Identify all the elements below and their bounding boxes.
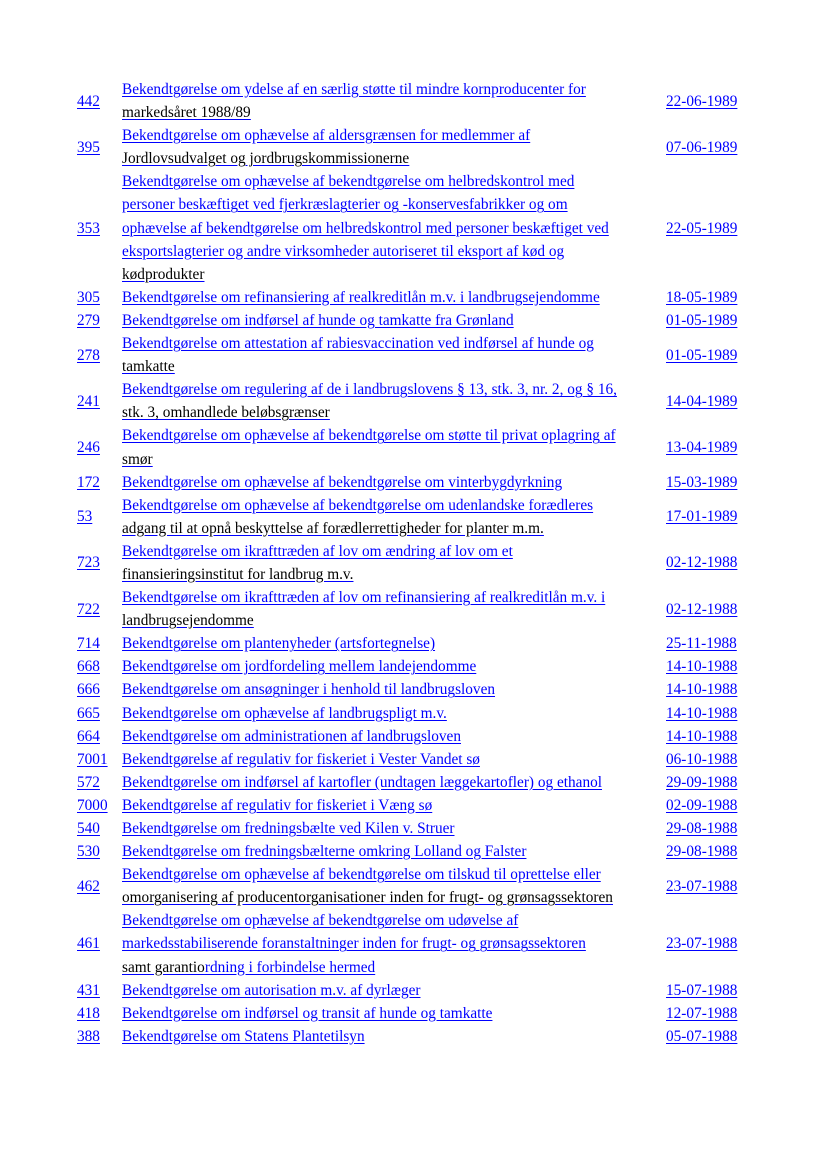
title-cell [122, 794, 666, 817]
date-cell [666, 771, 749, 794]
title-cell [122, 586, 666, 632]
table-row [77, 1002, 749, 1025]
number-cell [77, 863, 122, 909]
number-cell [77, 378, 122, 424]
title-text: Bekendtgørelse om ydelse af en særlig støtte til mindre kornproducenter for [122, 81, 586, 98]
regulation-number-link[interactable]: 714 [77, 635, 100, 653]
title-cell [122, 655, 666, 678]
regulation-number-link[interactable]: 172 [77, 473, 100, 491]
title-text: Bekendtgørelse om ikrafttræden af lov om refinansiering af realkreditlån m.v. i [122, 589, 606, 607]
date-cell [666, 378, 749, 424]
regulation-date-link[interactable]: 14-04-1989 [666, 392, 738, 410]
regulation-number-link[interactable]: 668 [77, 658, 100, 676]
table-row [77, 909, 749, 978]
regulation-number-link[interactable]: 572 [77, 773, 100, 791]
title-cell [122, 725, 666, 748]
date-cell [666, 78, 749, 124]
number-cell [77, 1002, 122, 1025]
number-cell [77, 771, 122, 794]
regulation-number-link[interactable]: 7000 [77, 796, 108, 814]
title-cell [122, 863, 666, 909]
regulation-date-link[interactable]: 18-05-1989 [666, 288, 738, 306]
number-cell [77, 748, 122, 771]
regulation-date-link[interactable]: 12-07-1988 [666, 1004, 738, 1022]
date-cell [666, 309, 749, 332]
regulation-title-link[interactable] [122, 173, 609, 282]
title-cell [122, 540, 666, 586]
title-text: Bekendtgørelse om ophævelse af bekendtgørelse om støtte til privat oplagring af [122, 427, 616, 445]
table-row [77, 286, 749, 309]
title-text: Bekendtgørelse om refinansiering af realkreditlån m.v. i landbrugsejendomme [122, 288, 600, 306]
regulation-title-link[interactable] [122, 797, 432, 814]
title-text-continued: tamkatte [122, 358, 175, 376]
title-text-continued: finansieringsinstitut for landbrug m.v. [122, 565, 354, 583]
regulation-title-link[interactable] [122, 866, 613, 906]
title-text-continued: omorganisering af producentorganisationer inden for frugt- og grønsagssektoren [122, 889, 613, 907]
regulation-number-link[interactable]: 388 [77, 1027, 100, 1045]
table-row [77, 863, 749, 909]
regulation-date-link[interactable]: 29-09-1988 [666, 773, 738, 791]
regulation-date-link[interactable]: 23-07-1988 [666, 877, 738, 895]
title-cell [122, 909, 666, 978]
table-row [77, 170, 749, 285]
table-row [77, 586, 749, 632]
regulation-number-link[interactable]: 540 [77, 820, 100, 837]
title-cell [122, 1002, 666, 1025]
regulation-title-link[interactable] [122, 427, 616, 467]
number-cell [77, 794, 122, 817]
title-cell [122, 771, 666, 794]
title-text: Bekendtgørelse om autorisation m.v. af dyrlæger [122, 981, 421, 999]
title-text: Bekendtgørelse om ansøgninger i henhold til landbrugsloven [122, 681, 496, 699]
title-text-continued: smør [122, 450, 153, 468]
title-text: Bekendtgørelse om attestation af rabiesvaccination ved indførsel af hunde og [122, 335, 594, 353]
regulation-title-link[interactable] [122, 474, 562, 491]
title-text-continued: adgang til at opnå beskyttelse af forædlerrettigheder for planter m.m. [122, 519, 544, 537]
table-row [77, 748, 749, 771]
table-row [77, 78, 749, 124]
regulation-table [77, 78, 749, 1048]
regulation-number-link[interactable]: 722 [77, 600, 100, 618]
date-cell [666, 286, 749, 309]
regulation-number-link[interactable]: 431 [77, 981, 100, 999]
regulation-title-link[interactable] [122, 289, 600, 306]
regulation-number-link[interactable]: 530 [77, 843, 100, 861]
number-cell [77, 170, 122, 285]
table-row [77, 424, 749, 470]
regulation-date-link[interactable]: 13-04-1989 [666, 438, 738, 456]
title-text: Bekendtgørelse om indførsel af kartofler (undtagen læggekartofler) og ethanol [122, 773, 602, 791]
number-cell [77, 540, 122, 586]
number-cell [77, 424, 122, 470]
title-cell [122, 840, 666, 863]
regulation-number-link[interactable]: 278 [77, 346, 100, 364]
regulation-title-link[interactable] [122, 681, 495, 698]
regulation-table-body [77, 78, 749, 1048]
table-row [77, 309, 749, 332]
title-text-continued: stk. 3, omhandlede beløbsgrænser [122, 404, 330, 422]
table-row [77, 817, 749, 840]
number-cell [77, 840, 122, 863]
number-cell [77, 1025, 122, 1048]
number-cell [77, 817, 122, 840]
date-cell [666, 1025, 749, 1048]
title-text-tail: rdning i forbindelse hermed [204, 958, 376, 976]
title-cell [122, 170, 666, 285]
regulation-date-link[interactable]: 02-09-1988 [666, 796, 738, 814]
regulation-date-link[interactable]: 23-07-1988 [666, 935, 738, 953]
number-cell [77, 494, 122, 540]
title-cell [122, 309, 666, 332]
table-row [77, 655, 749, 678]
title-cell [122, 471, 666, 494]
date-cell [666, 540, 749, 586]
title-cell [122, 424, 666, 470]
regulation-title-link[interactable] [122, 497, 593, 537]
regulation-date-link[interactable]: 17-01-1989 [666, 508, 738, 526]
regulation-number-link[interactable]: 442 [77, 92, 100, 110]
regulation-number-link[interactable]: 305 [77, 288, 100, 306]
date-cell [666, 632, 749, 655]
table-row [77, 378, 749, 424]
regulation-date-link[interactable]: 15-07-1988 [666, 981, 738, 999]
title-text: Bekendtgørelse om ophævelse af bekendtgørelse om vinterbygdyrkning [122, 473, 563, 491]
regulation-number-link[interactable]: 246 [77, 438, 100, 456]
title-text: Bekendtgørelse om indførsel af hunde og tamkatte fra Grønland [122, 311, 514, 329]
regulation-title-link[interactable] [122, 751, 480, 768]
title-cell [122, 332, 666, 378]
title-text: Bekendtgørelse om regulering af de i landbrugslovens § 13, stk. 3, nr. 2, og § 16, [122, 381, 617, 399]
table-row [77, 540, 749, 586]
number-cell [77, 586, 122, 632]
title-cell [122, 678, 666, 701]
date-cell [666, 748, 749, 771]
regulation-title-link[interactable] [122, 728, 461, 745]
date-cell [666, 725, 749, 748]
table-row [77, 1025, 749, 1048]
regulation-title-link[interactable] [122, 843, 526, 860]
number-cell [77, 979, 122, 1002]
title-text: Bekendtgørelse om ikrafttræden af lov om ændring af lov om et [122, 542, 513, 560]
date-cell [666, 863, 749, 909]
title-cell [122, 702, 666, 725]
title-cell [122, 78, 666, 124]
regulation-title-link[interactable] [122, 658, 476, 675]
regulation-date-link[interactable]: 01-05-1989 [666, 311, 738, 329]
title-text: Bekendtgørelse om ophævelse af bekendtgørelse om udenlandske forædleres [122, 496, 594, 514]
regulation-date-link[interactable]: 14-10-1988 [666, 681, 738, 699]
table-row [77, 632, 749, 655]
regulation-title-link[interactable] [122, 589, 605, 629]
regulation-number-link[interactable]: 353 [77, 219, 100, 237]
document-page [77, 78, 749, 1048]
title-cell [122, 494, 666, 540]
table-row [77, 702, 749, 725]
date-cell [666, 471, 749, 494]
title-text: Bekendtgørelse af regulativ for fiskeriet i Vester Vandet sø [122, 750, 480, 768]
table-row [77, 471, 749, 494]
regulation-title-link[interactable] [122, 81, 586, 121]
regulation-title-link[interactable] [122, 912, 586, 975]
regulation-date-link[interactable]: 29-08-1988 [666, 820, 738, 837]
regulation-number-link[interactable]: 395 [77, 138, 100, 156]
regulation-title-link[interactable] [122, 1028, 365, 1045]
title-text: Bekendtgørelse om indførsel og transit af hunde og tamkatte [122, 1004, 493, 1022]
date-cell [666, 909, 749, 978]
title-text: Bekendtgørelse om ophævelse af bekendtgørelse om tilskud til oprettelse eller [122, 866, 601, 884]
regulation-number-link[interactable]: 53 [77, 508, 93, 526]
date-cell [666, 979, 749, 1002]
number-cell [77, 909, 122, 978]
title-cell [122, 124, 666, 170]
number-cell [77, 78, 122, 124]
title-cell [122, 1025, 666, 1048]
regulation-title-link[interactable] [122, 312, 514, 329]
title-cell [122, 979, 666, 1002]
regulation-number-link[interactable]: 241 [77, 392, 100, 410]
title-text-continued: kødprodukter [122, 265, 205, 283]
regulation-date-link[interactable]: 14-10-1988 [666, 704, 738, 722]
title-text: Bekendtgørelse om administrationen af landbrugsloven [122, 727, 461, 745]
regulation-title-link[interactable] [122, 543, 513, 583]
regulation-date-link[interactable]: 14-10-1988 [666, 727, 738, 745]
number-cell [77, 725, 122, 748]
title-cell [122, 286, 666, 309]
number-cell [77, 332, 122, 378]
title-text: Bekendtgørelse om plantenyheder (artsfortegnelse) [122, 635, 436, 653]
title-text-continued: samt garantio [122, 958, 205, 976]
regulation-number-link[interactable]: 723 [77, 554, 100, 572]
regulation-date-link[interactable]: 14-10-1988 [666, 658, 738, 676]
regulation-date-link[interactable]: 06-10-1988 [666, 750, 738, 768]
date-cell [666, 840, 749, 863]
title-text: Bekendtgørelse om ophævelse af aldersgrænsen for medlemmer af [122, 127, 531, 145]
regulation-title-link[interactable] [122, 127, 530, 167]
regulation-date-link[interactable]: 02-12-1988 [666, 600, 738, 618]
title-text-continued: Jordlovsudvalget og jordbrugskommissionerne [122, 150, 410, 168]
date-cell [666, 332, 749, 378]
regulation-title-link[interactable] [122, 705, 447, 722]
regulation-number-link[interactable]: 664 [77, 727, 100, 745]
number-cell [77, 124, 122, 170]
regulation-date-link[interactable]: 29-08-1988 [666, 843, 738, 861]
table-row [77, 725, 749, 748]
regulation-number-link[interactable]: 7001 [77, 750, 108, 768]
regulation-date-link[interactable]: 05-07-1988 [666, 1027, 738, 1045]
regulation-number-link[interactable]: 279 [77, 311, 100, 329]
date-cell [666, 702, 749, 725]
table-row [77, 979, 749, 1002]
number-cell [77, 286, 122, 309]
date-cell [666, 124, 749, 170]
regulation-date-link[interactable]: 25-11-1988 [666, 635, 737, 653]
title-cell [122, 378, 666, 424]
number-cell [77, 309, 122, 332]
regulation-number-link[interactable]: 462 [77, 877, 100, 895]
regulation-date-link[interactable]: 22-06-1989 [666, 92, 738, 110]
date-cell [666, 794, 749, 817]
regulation-date-link[interactable]: 22-05-1989 [666, 219, 738, 237]
date-cell [666, 678, 749, 701]
title-text: Bekendtgørelse om fredningsbælte ved Kilen v. Struer [122, 820, 455, 837]
regulation-number-link[interactable]: 461 [77, 935, 100, 953]
number-cell [77, 655, 122, 678]
title-text-continued: markedsåret 1988/89 [122, 104, 251, 122]
regulation-number-link[interactable]: 665 [77, 704, 100, 722]
regulation-date-link[interactable]: 01-05-1989 [666, 346, 738, 364]
table-row [77, 771, 749, 794]
title-text: Bekendtgørelse af regulativ for fiskeriet i Væng sø [122, 796, 433, 814]
number-cell [77, 702, 122, 725]
regulation-title-link[interactable] [122, 335, 594, 375]
title-cell [122, 748, 666, 771]
date-cell [666, 170, 749, 285]
table-row [77, 124, 749, 170]
regulation-date-link[interactable]: 02-12-1988 [666, 554, 738, 572]
date-cell [666, 1002, 749, 1025]
regulation-date-link[interactable]: 07-06-1989 [666, 138, 738, 156]
date-cell [666, 817, 749, 840]
regulation-title-link[interactable] [122, 820, 455, 837]
regulation-date-link[interactable]: 15-03-1989 [666, 473, 738, 491]
date-cell [666, 586, 749, 632]
regulation-number-link[interactable]: 666 [77, 681, 100, 699]
title-text: Bekendtgørelse om Statens Plantetilsyn [122, 1027, 365, 1045]
title-cell [122, 817, 666, 840]
number-cell [77, 632, 122, 655]
regulation-number-link[interactable]: 418 [77, 1004, 100, 1022]
table-row [77, 840, 749, 863]
table-row [77, 332, 749, 378]
title-text: Bekendtgørelse om jordfordeling mellem landejendomme [122, 658, 477, 676]
date-cell [666, 655, 749, 678]
number-cell [77, 678, 122, 701]
title-cell [122, 632, 666, 655]
date-cell [666, 424, 749, 470]
number-cell [77, 471, 122, 494]
regulation-title-link[interactable] [122, 774, 602, 791]
regulation-title-link[interactable] [122, 982, 421, 999]
title-text: Bekendtgørelse om ophævelse af bekendtgørelse om udøvelse af markedsstabiliserende foranstaltninger inden for frugt- og grønsagssektoren [122, 912, 586, 953]
table-row [77, 678, 749, 701]
title-text: Bekendtgørelse om fredningsbælterne omkring Lolland og Falster [122, 843, 527, 861]
regulation-title-link[interactable] [122, 1005, 492, 1022]
title-text: Bekendtgørelse om ophævelse af landbrugspligt m.v. [122, 704, 447, 722]
date-cell [666, 494, 749, 540]
table-row [77, 494, 749, 540]
table-row [77, 794, 749, 817]
regulation-title-link[interactable] [122, 635, 435, 652]
title-text: Bekendtgørelse om ophævelse af bekendtgørelse om helbredskontrol med personer beskæftiget ved fjerkræslagterier og -konservesfabrikker og om ophævelse af bekendtgørelse om helbredskontrol med personer beskæftiget ved eksportslagterier og andre virksomheder autoriseret til eksport af kød og [122, 173, 609, 260]
title-text-continued: landbrugsejendomme [122, 612, 254, 630]
regulation-title-link[interactable] [122, 381, 617, 421]
